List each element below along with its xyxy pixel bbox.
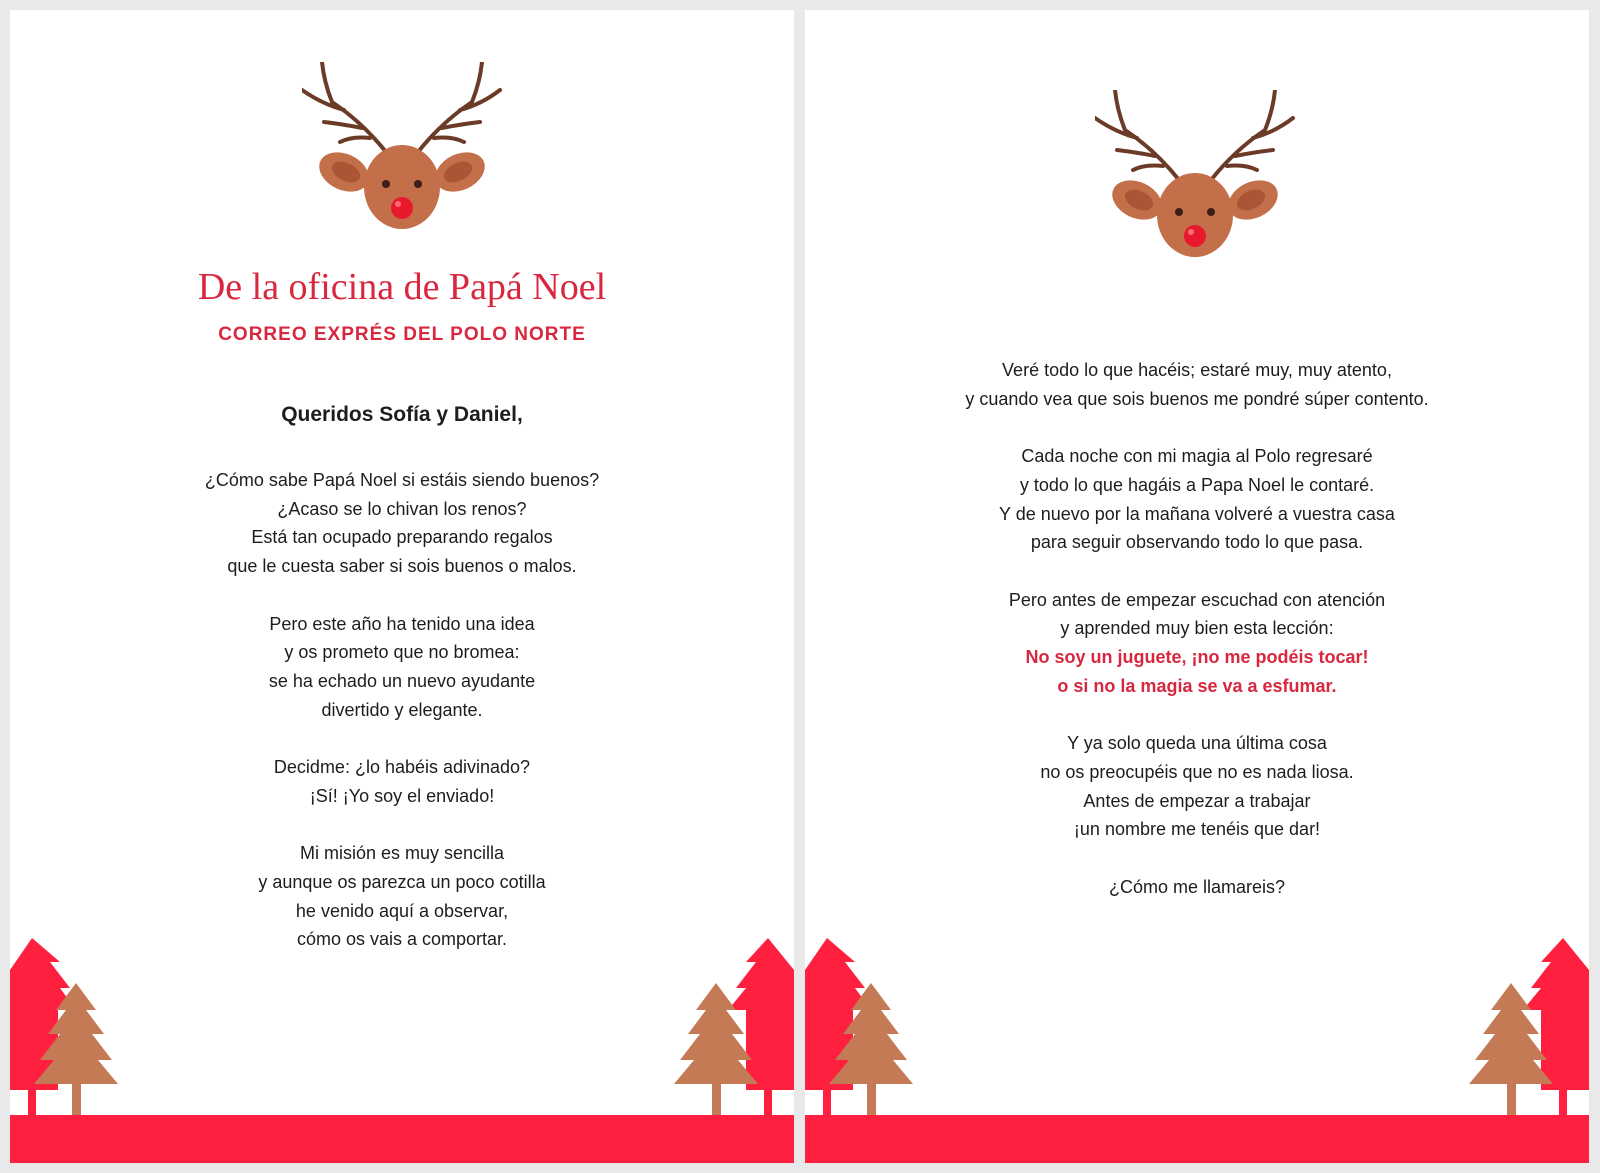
letter-page-2 (805, 10, 1589, 1163)
letter-page-1 (10, 10, 794, 1163)
poem-line: y aprended muy bien esta lección: (1060, 618, 1334, 639)
poem-line: ¿Cómo sabe Papá Noel si estáis siendo buenos? (204, 470, 600, 490)
poem-line: Está tan ocupado preparando regalos (251, 527, 553, 548)
poem-line: Y de nuevo por la mañana volveré a vuestra casa (999, 503, 1395, 524)
ground-band (10, 1115, 794, 1163)
poem-line: y aunque os parezca un poco cotilla (258, 871, 546, 892)
closing-question: ¿Cómo me llamareis? (1108, 876, 1286, 897)
poem-line: Pero este año ha tenido una idea (269, 613, 535, 634)
letter-subtitle: CORREO EXPRÉS DEL POLO NORTE (218, 324, 586, 345)
poem-line: se ha echado un nuevo ayudante (268, 670, 536, 691)
poem-line: Y ya solo queda una última cosa (1067, 733, 1327, 754)
poem-line: Mi misión es muy sencilla (299, 843, 505, 864)
poem-line: Cada noche con mi magia al Polo regresaré (1021, 446, 1373, 467)
poem-line: para seguir observando todo lo que pasa. (1030, 532, 1364, 553)
ground-band (805, 1115, 1589, 1163)
poem-line: he venido aquí a observar, (295, 900, 509, 921)
letter-title: De la oficina de Papá Noel (197, 266, 607, 308)
poem-line: cómo os vais a comportar. (296, 929, 508, 950)
poem-line: Pero antes de empezar escuchad con atención (1008, 589, 1386, 610)
highlight-line: No soy un juguete, ¡no me podéis tocar! (1025, 647, 1369, 667)
poem-line: y os prometo que no bromea: (284, 642, 520, 663)
poem-line: ¡un nombre me tenéis que dar! (1073, 819, 1321, 840)
poem-line: no os preocupéis que no es nada liosa. (1040, 761, 1354, 782)
poem-line: y todo lo que hagáis a Papa Noel le contaré. (1019, 474, 1375, 495)
christmas-trees-decoration (10, 10, 794, 1163)
poem-line: ¿Acaso se lo chivan los renos? (277, 498, 527, 519)
poem-line: Antes de empezar a trabajar (1083, 790, 1311, 811)
poem-line: y cuando vea que sois buenos me pondré súper contento. (965, 388, 1429, 409)
poem-line: que le cuesta saber si sois buenos o malos. (227, 556, 577, 577)
poem-line: Decidme: ¿lo habéis adivinado? (273, 757, 531, 777)
christmas-trees-decoration (805, 10, 1589, 1163)
poem-line: Veré todo lo que hacéis; estaré muy, muy atento, (1002, 360, 1392, 380)
highlight-line: o si no la magia se va a esfumar. (1057, 675, 1337, 696)
letter-greeting: Queridos Sofía y Daniel, (281, 403, 523, 426)
poem-line: ¡Sí! ¡Yo soy el enviado! (309, 785, 495, 806)
poem-line: divertido y elegante. (321, 699, 483, 720)
